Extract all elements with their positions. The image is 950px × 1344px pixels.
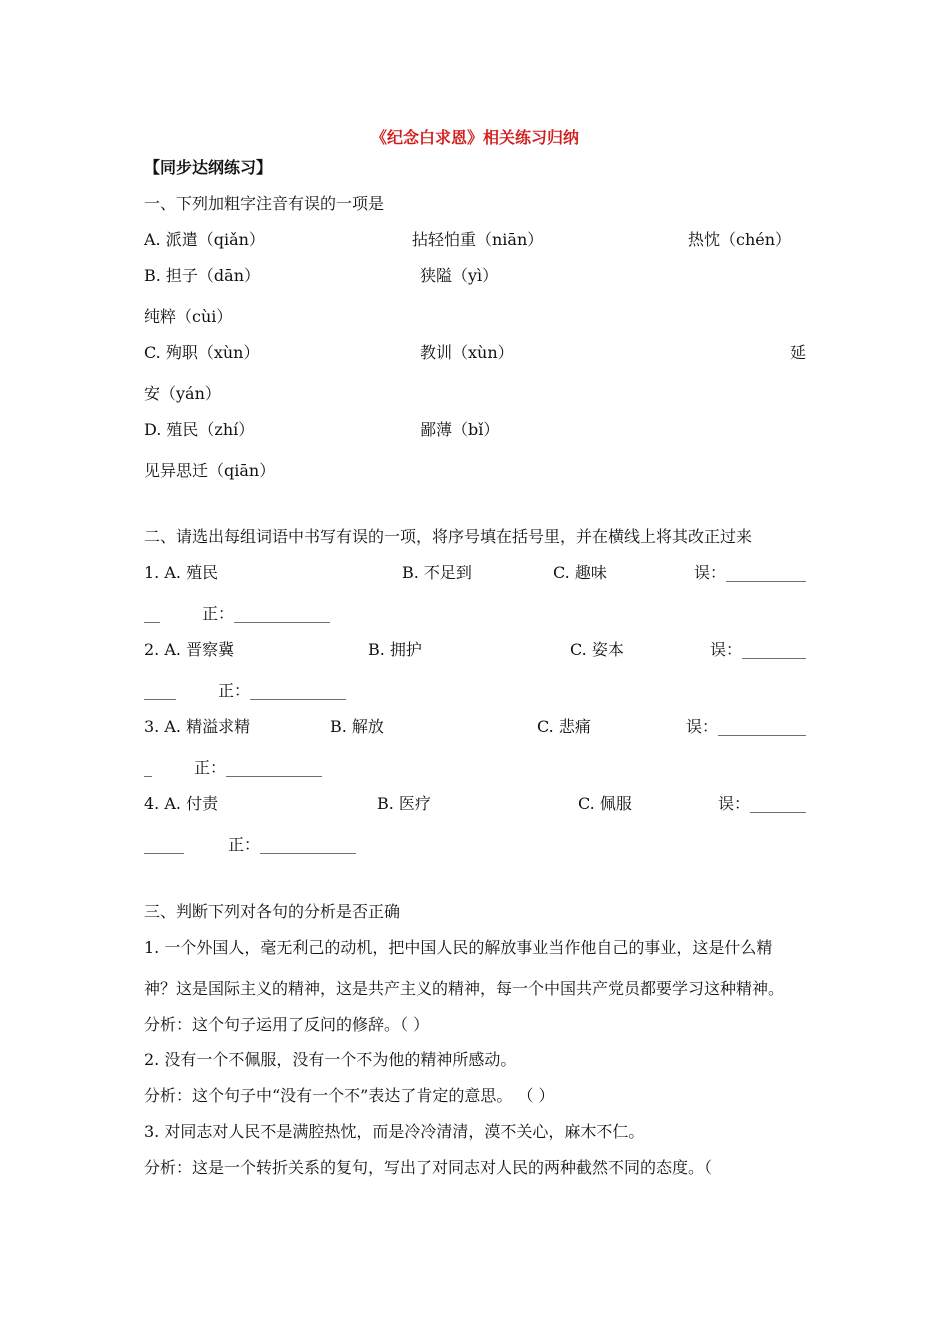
- q3-analysis3: 分析：这是一个转折关系的复句，写出了对同志对人民的两种截然不同的态度。（: [144, 1158, 713, 1177]
- q2-row3-right-blank[interactable]: 正：____________: [194, 758, 323, 777]
- q2-row3-option-c: C. 悲痛: [537, 717, 591, 736]
- q2-row2-wrong-blank[interactable]: 误：________: [709, 640, 806, 659]
- q1-option-d2: 鄙薄（bǐ）: [420, 420, 500, 439]
- q2-row1-wrong-blank[interactable]: 误：__________: [693, 563, 806, 582]
- q1-option-a2: 拈轻怕重（niān）: [412, 230, 544, 249]
- q1-option-b3: 纯粹（cùi）: [144, 307, 233, 326]
- q2-row3-option-b: B. 解放: [330, 717, 384, 736]
- q2-row2-option-c: C. 姿本: [570, 640, 624, 659]
- q1-option-c3-start: 延: [790, 343, 807, 362]
- section-subtitle: 【同步达纲练习】: [144, 158, 273, 177]
- q1-option-c3-end: 安（yán）: [144, 384, 221, 403]
- q2-row4-blank-cont[interactable]: _____: [144, 835, 184, 854]
- q2-row1-right-blank[interactable]: 正：____________: [202, 604, 331, 623]
- q1-option-d1: D. 殖民（zhí）: [144, 420, 255, 439]
- q1-option-a3: 热忱（chén）: [688, 230, 792, 249]
- q1-option-c1: C. 殉职（xùn）: [144, 343, 260, 362]
- q2-row3-option-a: 3. A. 精溢求精: [144, 717, 251, 736]
- q3-sentence1-line1: 1. 一个外国人，毫无利己的动机，把中国人民的解放事业当作他自己的事业，这是什么精: [144, 938, 773, 957]
- q3-heading: 三、判断下列对各句的分析是否正确: [144, 902, 401, 921]
- q2-row4-wrong-blank[interactable]: 误：_______: [717, 794, 806, 813]
- q1-heading: 一、下列加粗字注音有误的一项是: [144, 194, 385, 213]
- q3-analysis2: 分析：这个句子中“没有一个不”表达了肯定的意思。 （ ）: [144, 1086, 555, 1105]
- q2-row1-option-b: B. 不足到: [402, 563, 472, 582]
- page-title: 《纪念白求恩》相关练习归纳: [370, 128, 579, 147]
- q1-option-a1: A. 派遣（qiǎn）: [144, 230, 265, 249]
- q2-row2-option-b: B. 拥护: [368, 640, 422, 659]
- q1-option-b2: 狭隘（yì）: [420, 266, 499, 285]
- q2-row3-blank-cont[interactable]: _: [144, 758, 152, 777]
- q2-row3-wrong-blank[interactable]: 误：___________: [685, 717, 806, 736]
- q3-sentence2: 2. 没有一个不佩服，没有一个不为他的精神所感动。: [144, 1050, 517, 1069]
- q1-option-b1: B. 担子（dān）: [144, 266, 261, 285]
- q3-sentence3: 3. 对同志对人民不是满腔热忱，而是冷冷清清，漠不关心，麻木不仁。: [144, 1122, 645, 1141]
- q2-row4-option-b: B. 医疗: [377, 794, 431, 813]
- q1-option-d3: 见异思迁（qiān）: [144, 461, 276, 480]
- q2-row1-option-a: 1. A. 殖民: [144, 563, 219, 582]
- q3-sentence1-line2: 神？这是国际主义的精神，这是共产主义的精神，每一个中国共产党员都要学习这种精神。: [144, 979, 785, 998]
- q2-row4-right-blank[interactable]: 正：____________: [228, 835, 357, 854]
- q2-row1-blank-cont[interactable]: __: [144, 604, 160, 623]
- q2-row2-right-blank[interactable]: 正：____________: [218, 681, 347, 700]
- q2-row4-option-a: 4. A. 付责: [144, 794, 219, 813]
- q2-row4-option-c: C. 佩服: [578, 794, 632, 813]
- q2-row2-blank-cont[interactable]: ____: [144, 681, 176, 700]
- q2-heading: 二、请选出每组词语中书写有误的一项，将序号填在括号里，并在横线上将其改正过来: [144, 527, 753, 546]
- q2-row1-option-c: C. 趣味: [553, 563, 607, 582]
- q3-analysis1: 分析：这个句子运用了反问的修辞。（ ）: [144, 1015, 430, 1034]
- q1-option-c2: 教训（xùn）: [420, 343, 514, 362]
- q2-row2-option-a: 2. A. 晋察冀: [144, 640, 235, 659]
